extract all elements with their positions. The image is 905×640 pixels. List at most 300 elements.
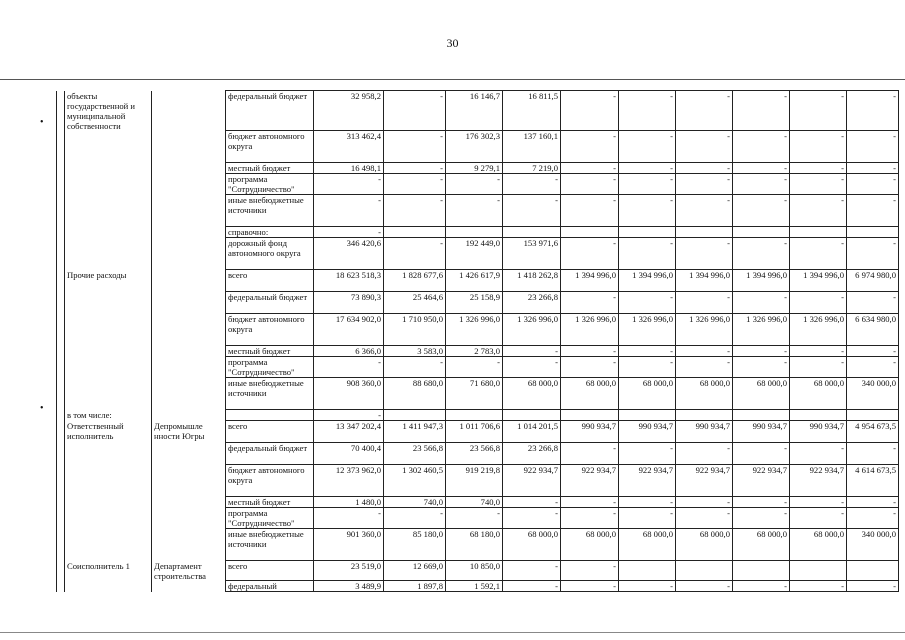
value-cell: - bbox=[676, 163, 733, 174]
value-cell: - bbox=[619, 497, 676, 508]
table-row bbox=[57, 529, 899, 561]
value-cell: 73 890,3 bbox=[314, 292, 384, 314]
executor-cell bbox=[152, 410, 226, 421]
table-row bbox=[57, 410, 899, 421]
funding-source-cell: бюджет автономного округа bbox=[226, 465, 314, 497]
value-cell: - bbox=[503, 195, 561, 227]
value-cell: - bbox=[790, 292, 847, 314]
table-row bbox=[57, 195, 899, 227]
value-cell: 68 000,0 bbox=[790, 529, 847, 561]
value-cell: - bbox=[790, 238, 847, 270]
value-cell: 6 366,0 bbox=[314, 346, 384, 357]
value-cell: 340 000,0 bbox=[847, 378, 899, 410]
row-marker: • bbox=[40, 117, 44, 128]
value-cell bbox=[733, 410, 790, 421]
item-name-cell: Ответственный исполнитель bbox=[65, 421, 152, 443]
value-cell bbox=[561, 410, 619, 421]
item-name-cell bbox=[65, 529, 152, 561]
value-cell: - bbox=[676, 91, 733, 131]
value-cell: 313 462,4 bbox=[314, 131, 384, 163]
value-cell: 1 426 617,9 bbox=[446, 270, 503, 292]
value-cell: - bbox=[790, 346, 847, 357]
value-cell: 16 811,5 bbox=[503, 91, 561, 131]
item-name-cell bbox=[65, 378, 152, 410]
value-cell bbox=[384, 410, 446, 421]
executor-cell bbox=[152, 581, 226, 592]
value-cell bbox=[676, 227, 733, 238]
value-cell bbox=[790, 227, 847, 238]
value-cell: - bbox=[790, 443, 847, 465]
value-cell: 1 394 996,0 bbox=[676, 270, 733, 292]
table-row bbox=[57, 581, 899, 592]
budget-table bbox=[56, 90, 899, 592]
value-cell: - bbox=[619, 292, 676, 314]
value-cell: - bbox=[847, 346, 899, 357]
value-cell: 7 219,0 bbox=[503, 163, 561, 174]
value-cell: - bbox=[384, 163, 446, 174]
value-cell: 70 400,4 bbox=[314, 443, 384, 465]
marker-cell bbox=[57, 421, 65, 443]
marker-cell bbox=[57, 292, 65, 314]
value-cell bbox=[619, 561, 676, 581]
value-cell: 153 971,6 bbox=[503, 238, 561, 270]
value-cell: - bbox=[446, 508, 503, 529]
marker-cell bbox=[57, 163, 65, 174]
value-cell: 1 326 996,0 bbox=[619, 314, 676, 346]
value-cell: 990 934,7 bbox=[561, 421, 619, 443]
value-cell: 1 394 996,0 bbox=[561, 270, 619, 292]
value-cell: 85 180,0 bbox=[384, 529, 446, 561]
value-cell: - bbox=[847, 174, 899, 195]
value-cell: 1 011 706,6 bbox=[446, 421, 503, 443]
funding-source-cell: справочно: bbox=[226, 227, 314, 238]
value-cell: - bbox=[847, 581, 899, 592]
value-cell: - bbox=[619, 174, 676, 195]
marker-cell bbox=[57, 508, 65, 529]
value-cell: 16 146,7 bbox=[446, 91, 503, 131]
value-cell bbox=[676, 561, 733, 581]
value-cell: - bbox=[676, 131, 733, 163]
table-row bbox=[57, 314, 899, 346]
executor-cell bbox=[152, 174, 226, 195]
executor-cell bbox=[152, 378, 226, 410]
value-cell: - bbox=[561, 163, 619, 174]
item-name-cell bbox=[65, 195, 152, 227]
marker-cell bbox=[57, 561, 65, 581]
value-cell: 13 347 202,4 bbox=[314, 421, 384, 443]
funding-source-cell: программа "Сотрудничество" bbox=[226, 174, 314, 195]
value-cell: - bbox=[733, 174, 790, 195]
executor-cell bbox=[152, 508, 226, 529]
value-cell: - bbox=[733, 497, 790, 508]
item-name-cell bbox=[65, 238, 152, 270]
item-name-cell bbox=[65, 163, 152, 174]
value-cell: - bbox=[733, 163, 790, 174]
item-name-cell bbox=[65, 443, 152, 465]
value-cell: 23 519,0 bbox=[314, 561, 384, 581]
value-cell: 1 326 996,0 bbox=[503, 314, 561, 346]
value-cell: - bbox=[561, 292, 619, 314]
executor-cell bbox=[152, 443, 226, 465]
value-cell: 990 934,7 bbox=[733, 421, 790, 443]
value-cell: 1 326 996,0 bbox=[676, 314, 733, 346]
value-cell: 10 850,0 bbox=[446, 561, 503, 581]
value-cell: 18 623 518,3 bbox=[314, 270, 384, 292]
marker-cell bbox=[57, 378, 65, 410]
value-cell: 68 000,0 bbox=[503, 529, 561, 561]
value-cell: - bbox=[733, 292, 790, 314]
funding-source-cell: всего bbox=[226, 561, 314, 581]
table-row bbox=[57, 91, 899, 131]
value-cell: - bbox=[561, 174, 619, 195]
funding-source-cell: федеральный бюджет bbox=[226, 443, 314, 465]
value-cell: 1 302 460,5 bbox=[384, 465, 446, 497]
marker-cell bbox=[57, 443, 65, 465]
value-cell: 23 266,8 bbox=[503, 443, 561, 465]
executor-cell: Департамент строительства bbox=[152, 561, 226, 581]
value-cell: - bbox=[561, 508, 619, 529]
item-name-cell bbox=[65, 314, 152, 346]
funding-source-cell: бюджет автономного округа bbox=[226, 131, 314, 163]
value-cell: - bbox=[790, 174, 847, 195]
value-cell: - bbox=[503, 561, 561, 581]
marker-cell bbox=[57, 465, 65, 497]
value-cell: 3 489,9 bbox=[314, 581, 384, 592]
funding-source-cell: иные внебюджетные источники bbox=[226, 195, 314, 227]
table-row bbox=[57, 443, 899, 465]
value-cell: - bbox=[503, 508, 561, 529]
executor-cell bbox=[152, 270, 226, 292]
value-cell: 23 266,8 bbox=[503, 292, 561, 314]
funding-source-cell: программа "Сотрудничество" bbox=[226, 357, 314, 378]
table-row bbox=[57, 465, 899, 497]
value-cell: 12 373 962,0 bbox=[314, 465, 384, 497]
value-cell: - bbox=[384, 131, 446, 163]
value-cell: 740,0 bbox=[446, 497, 503, 508]
value-cell: 1 897,8 bbox=[384, 581, 446, 592]
value-cell: 71 680,0 bbox=[446, 378, 503, 410]
value-cell: 1 326 996,0 bbox=[446, 314, 503, 346]
value-cell: 922 934,7 bbox=[790, 465, 847, 497]
value-cell: - bbox=[561, 357, 619, 378]
table-row bbox=[57, 238, 899, 270]
value-cell: - bbox=[619, 346, 676, 357]
value-cell: - bbox=[561, 91, 619, 131]
marker-cell bbox=[57, 91, 65, 131]
value-cell: - bbox=[676, 497, 733, 508]
executor-cell bbox=[152, 227, 226, 238]
value-cell: - bbox=[676, 174, 733, 195]
value-cell: 6 974 980,0 bbox=[847, 270, 899, 292]
value-cell: 68 000,0 bbox=[561, 378, 619, 410]
value-cell: - bbox=[561, 443, 619, 465]
value-cell: 1 394 996,0 bbox=[790, 270, 847, 292]
value-cell: - bbox=[314, 195, 384, 227]
value-cell: - bbox=[676, 357, 733, 378]
marker-cell bbox=[57, 529, 65, 561]
value-cell: - bbox=[384, 195, 446, 227]
item-name-cell: Соисполнитель 1 bbox=[65, 561, 152, 581]
value-cell: - bbox=[503, 357, 561, 378]
value-cell: 17 634 902,0 bbox=[314, 314, 384, 346]
value-cell: - bbox=[790, 131, 847, 163]
value-cell: - bbox=[619, 508, 676, 529]
value-cell: - bbox=[314, 410, 384, 421]
value-cell: - bbox=[619, 357, 676, 378]
value-cell: 1 394 996,0 bbox=[619, 270, 676, 292]
item-name-cell bbox=[65, 346, 152, 357]
item-name-cell: в том числе: bbox=[65, 410, 152, 421]
value-cell: 68 000,0 bbox=[561, 529, 619, 561]
marker-cell bbox=[57, 131, 65, 163]
value-cell: - bbox=[619, 443, 676, 465]
marker-cell bbox=[57, 238, 65, 270]
value-cell: - bbox=[733, 238, 790, 270]
marker-cell bbox=[57, 357, 65, 378]
marker-cell bbox=[57, 270, 65, 292]
value-cell: 922 934,7 bbox=[733, 465, 790, 497]
value-cell: - bbox=[503, 497, 561, 508]
value-cell: 1 828 677,6 bbox=[384, 270, 446, 292]
value-cell: 68 000,0 bbox=[619, 529, 676, 561]
item-name-cell bbox=[65, 227, 152, 238]
value-cell: 25 464,6 bbox=[384, 292, 446, 314]
value-cell bbox=[847, 227, 899, 238]
value-cell bbox=[733, 561, 790, 581]
value-cell: 990 934,7 bbox=[790, 421, 847, 443]
value-cell: 908 360,0 bbox=[314, 378, 384, 410]
value-cell: 1 710 950,0 bbox=[384, 314, 446, 346]
value-cell: - bbox=[847, 292, 899, 314]
value-cell: 9 279,1 bbox=[446, 163, 503, 174]
value-cell: - bbox=[503, 174, 561, 195]
table-row bbox=[57, 508, 899, 529]
value-cell: - bbox=[619, 581, 676, 592]
value-cell bbox=[503, 410, 561, 421]
item-name-cell bbox=[65, 508, 152, 529]
funding-source-cell: федеральный bbox=[226, 581, 314, 592]
value-cell: - bbox=[790, 91, 847, 131]
value-cell: - bbox=[561, 195, 619, 227]
value-cell: - bbox=[847, 357, 899, 378]
item-name-cell bbox=[65, 581, 152, 592]
value-cell: 1 014 201,5 bbox=[503, 421, 561, 443]
value-cell: 1 480,0 bbox=[314, 497, 384, 508]
value-cell: - bbox=[733, 346, 790, 357]
value-cell: - bbox=[503, 346, 561, 357]
value-cell: - bbox=[790, 508, 847, 529]
value-cell: - bbox=[790, 357, 847, 378]
executor-cell bbox=[152, 314, 226, 346]
value-cell: - bbox=[676, 346, 733, 357]
value-cell: 6 634 980,0 bbox=[847, 314, 899, 346]
value-cell: - bbox=[790, 195, 847, 227]
executor-cell: Депромышле нности Югры bbox=[152, 421, 226, 443]
value-cell: - bbox=[561, 561, 619, 581]
marker-cell bbox=[57, 174, 65, 195]
executor-cell bbox=[152, 529, 226, 561]
funding-source-cell: иные внебюджетные источники bbox=[226, 378, 314, 410]
value-cell bbox=[847, 561, 899, 581]
value-cell: 137 160,1 bbox=[503, 131, 561, 163]
value-cell bbox=[847, 410, 899, 421]
item-name-cell bbox=[65, 174, 152, 195]
value-cell: 68 180,0 bbox=[446, 529, 503, 561]
item-name-cell: Прочие расходы bbox=[65, 270, 152, 292]
value-cell: 2 783,0 bbox=[446, 346, 503, 357]
value-cell bbox=[676, 410, 733, 421]
funding-source-cell: местный бюджет bbox=[226, 346, 314, 357]
funding-source-cell: местный бюджет bbox=[226, 497, 314, 508]
value-cell: 1 326 996,0 bbox=[790, 314, 847, 346]
value-cell: - bbox=[847, 443, 899, 465]
value-cell: - bbox=[733, 131, 790, 163]
table-row bbox=[57, 227, 899, 238]
value-cell: 25 158,9 bbox=[446, 292, 503, 314]
value-cell: - bbox=[676, 443, 733, 465]
value-cell: 23 566,8 bbox=[384, 443, 446, 465]
value-cell: 1 418 262,8 bbox=[503, 270, 561, 292]
page-number: 30 bbox=[446, 36, 459, 50]
value-cell: 192 449,0 bbox=[446, 238, 503, 270]
executor-cell bbox=[152, 238, 226, 270]
table-row bbox=[57, 346, 899, 357]
value-cell: 4 614 673,5 bbox=[847, 465, 899, 497]
value-cell: - bbox=[847, 195, 899, 227]
footer-divider bbox=[0, 632, 905, 633]
value-cell: - bbox=[446, 174, 503, 195]
marker-cell bbox=[57, 410, 65, 421]
value-cell: - bbox=[676, 238, 733, 270]
value-cell: 68 000,0 bbox=[790, 378, 847, 410]
executor-cell bbox=[152, 497, 226, 508]
funding-source-cell: бюджет автономного округа bbox=[226, 314, 314, 346]
value-cell: 922 934,7 bbox=[619, 465, 676, 497]
funding-source-cell: иные внебюджетные источники bbox=[226, 529, 314, 561]
value-cell: - bbox=[733, 581, 790, 592]
value-cell: - bbox=[314, 227, 384, 238]
value-cell: - bbox=[733, 443, 790, 465]
executor-cell bbox=[152, 91, 226, 131]
value-cell: - bbox=[384, 174, 446, 195]
value-cell: - bbox=[676, 195, 733, 227]
value-cell: 68 000,0 bbox=[619, 378, 676, 410]
value-cell: - bbox=[561, 346, 619, 357]
value-cell: - bbox=[503, 581, 561, 592]
value-cell: - bbox=[847, 508, 899, 529]
value-cell: - bbox=[790, 163, 847, 174]
value-cell: 922 934,7 bbox=[561, 465, 619, 497]
value-cell: - bbox=[733, 357, 790, 378]
marker-cell bbox=[57, 346, 65, 357]
value-cell: - bbox=[314, 508, 384, 529]
value-cell bbox=[384, 227, 446, 238]
value-cell: - bbox=[561, 131, 619, 163]
funding-source-cell: программа "Сотрудничество" bbox=[226, 508, 314, 529]
value-cell: 12 669,0 bbox=[384, 561, 446, 581]
value-cell: - bbox=[384, 508, 446, 529]
executor-cell bbox=[152, 465, 226, 497]
value-cell: 68 000,0 bbox=[676, 529, 733, 561]
value-cell: - bbox=[446, 195, 503, 227]
marker-cell bbox=[57, 581, 65, 592]
value-cell: 901 360,0 bbox=[314, 529, 384, 561]
value-cell: - bbox=[619, 131, 676, 163]
marker-cell bbox=[57, 497, 65, 508]
value-cell: - bbox=[847, 131, 899, 163]
value-cell: - bbox=[733, 508, 790, 529]
value-cell: 68 000,0 bbox=[733, 378, 790, 410]
value-cell: 340 000,0 bbox=[847, 529, 899, 561]
table-row bbox=[57, 421, 899, 443]
value-cell bbox=[446, 227, 503, 238]
funding-source-cell bbox=[226, 410, 314, 421]
value-cell: - bbox=[446, 357, 503, 378]
value-cell: 922 934,7 bbox=[676, 465, 733, 497]
value-cell: 346 420,6 bbox=[314, 238, 384, 270]
value-cell: 1 326 996,0 bbox=[561, 314, 619, 346]
table-row bbox=[57, 174, 899, 195]
value-cell: - bbox=[847, 91, 899, 131]
value-cell: - bbox=[561, 238, 619, 270]
funding-source-cell: федеральный бюджет bbox=[226, 91, 314, 131]
value-cell: 68 000,0 bbox=[676, 378, 733, 410]
value-cell bbox=[619, 410, 676, 421]
value-cell: - bbox=[384, 238, 446, 270]
table-row bbox=[57, 561, 899, 581]
value-cell: 1 411 947,3 bbox=[384, 421, 446, 443]
value-cell: 1 394 996,0 bbox=[733, 270, 790, 292]
executor-cell bbox=[152, 163, 226, 174]
value-cell: 88 680,0 bbox=[384, 378, 446, 410]
value-cell: - bbox=[790, 581, 847, 592]
value-cell: - bbox=[733, 195, 790, 227]
item-name-cell bbox=[65, 465, 152, 497]
value-cell bbox=[733, 227, 790, 238]
value-cell: - bbox=[847, 163, 899, 174]
value-cell: 32 958,2 bbox=[314, 91, 384, 131]
executor-cell bbox=[152, 357, 226, 378]
value-cell bbox=[446, 410, 503, 421]
value-cell: 990 934,7 bbox=[676, 421, 733, 443]
value-cell: - bbox=[561, 581, 619, 592]
value-cell: - bbox=[676, 292, 733, 314]
value-cell: 990 934,7 bbox=[619, 421, 676, 443]
executor-cell bbox=[152, 292, 226, 314]
value-cell: 4 954 673,5 bbox=[847, 421, 899, 443]
table-row bbox=[57, 357, 899, 378]
value-cell bbox=[619, 227, 676, 238]
value-cell: 176 302,3 bbox=[446, 131, 503, 163]
value-cell: - bbox=[676, 508, 733, 529]
value-cell: 1 592,1 bbox=[446, 581, 503, 592]
value-cell: - bbox=[847, 238, 899, 270]
value-cell: - bbox=[619, 238, 676, 270]
table-row bbox=[57, 131, 899, 163]
value-cell: 922 934,7 bbox=[503, 465, 561, 497]
value-cell bbox=[790, 410, 847, 421]
value-cell: - bbox=[733, 91, 790, 131]
item-name-cell bbox=[65, 292, 152, 314]
value-cell: 23 566,8 bbox=[446, 443, 503, 465]
table-row bbox=[57, 497, 899, 508]
funding-source-cell: федеральный бюджет bbox=[226, 292, 314, 314]
item-name-cell bbox=[65, 357, 152, 378]
item-name-cell bbox=[65, 131, 152, 163]
value-cell: - bbox=[561, 497, 619, 508]
value-cell: - bbox=[384, 357, 446, 378]
marker-cell bbox=[57, 227, 65, 238]
